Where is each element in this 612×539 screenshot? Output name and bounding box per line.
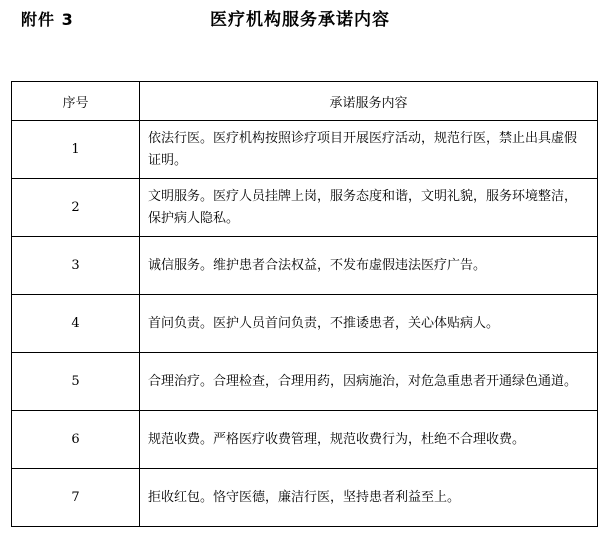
table-row [12,411,598,469]
row-content: 依法行医。医疗机构按照诊疗项目开展医疗活动，规范行医，禁止出具虚假证明。 [140,121,598,179]
row-number: 3 [12,237,140,295]
row-number: 2 [12,179,140,237]
row-content: 文明服务。医疗人员挂牌上岗，服务态度和谐，文明礼貌，服务环境整洁，保护病人隐私。 [140,179,598,237]
row-content: 拒收红包。恪守医德，廉洁行医，坚持患者利益至上。 [140,469,598,527]
commitment-table [11,81,598,527]
row-content: 合理治疗。合理检查，合理用药，因病施治，对危急重患者开通绿色通道。 [140,353,598,411]
table-row [12,353,598,411]
column-header-number: 序号 [12,82,140,121]
table-row [12,295,598,353]
attachment-label: 附件 3 [21,10,74,29]
row-content: 首问负责。医护人员首问负责，不推诿患者，关心体贴病人。 [140,295,598,353]
row-number: 7 [12,469,140,527]
row-number: 4 [12,295,140,353]
document-title: 医疗机构服务承诺内容 [210,10,390,30]
row-number: 6 [12,411,140,469]
table-row [12,179,598,237]
table-header-row [12,82,598,121]
row-number: 1 [12,121,140,179]
table-row [12,237,598,295]
row-content: 规范收费。严格医疗收费管理，规范收费行为，杜绝不合理收费。 [140,411,598,469]
row-content: 诚信服务。维护患者合法权益，不发布虚假违法医疗广告。 [140,237,598,295]
column-header-content: 承诺服务内容 [140,82,598,121]
row-number: 5 [12,353,140,411]
table-row [12,121,598,179]
table-row [12,469,598,527]
